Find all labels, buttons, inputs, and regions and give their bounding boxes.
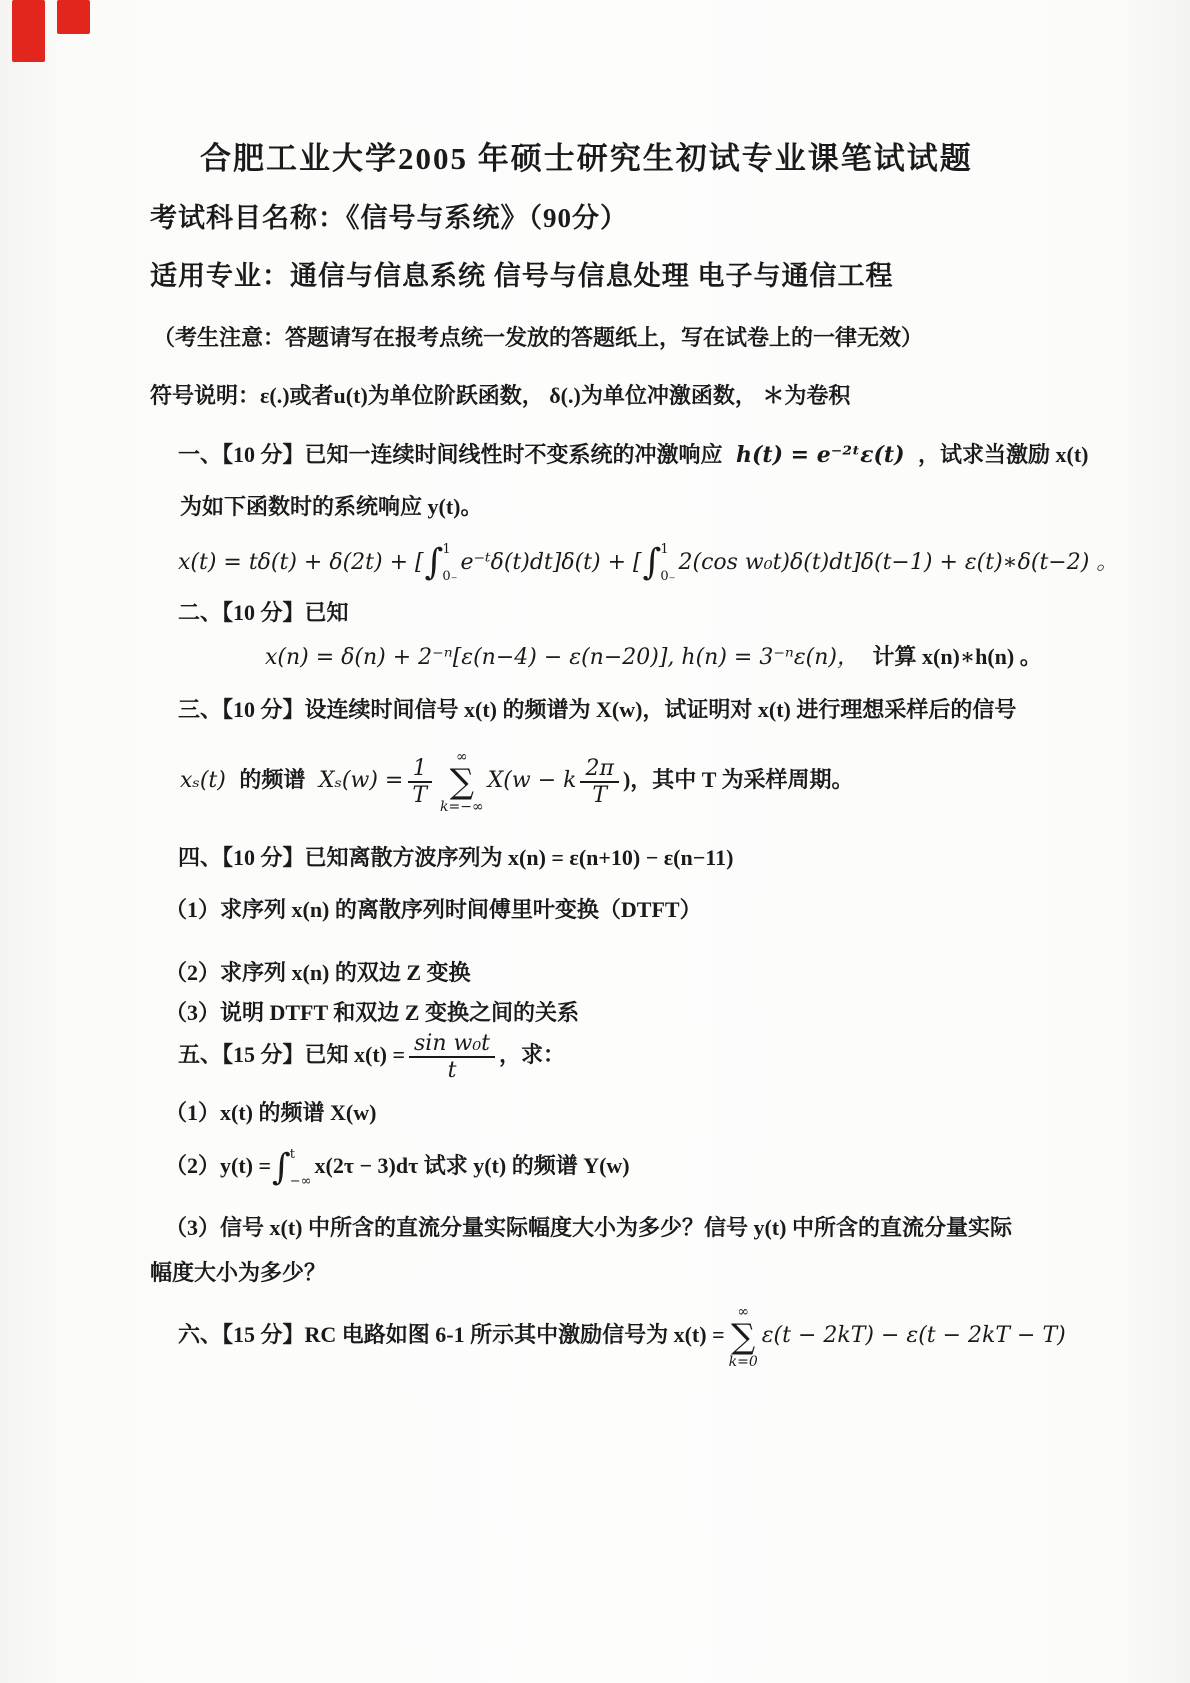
- q3-text-spectrum: 的频谱: [239, 767, 306, 793]
- integral-sign: [425, 543, 460, 583]
- summation-sign: [440, 750, 484, 814]
- majors-line: 适用专业：通信与信息系统 信号与信息处理 电子与通信工程: [150, 261, 894, 291]
- q6-formula-post: ε(t − 2kT) − ε(t − 2kT − T): [761, 1323, 1066, 1349]
- q1-text-post: ，试求当激励 x(t): [918, 442, 1089, 467]
- fraction-one-over-T: [407, 757, 432, 807]
- fraction-sinw0t-over-t: [409, 1032, 495, 1082]
- fraction-denominator: T: [412, 783, 428, 808]
- question-5-head: [178, 1032, 565, 1082]
- integral-glyph: ∫: [642, 542, 662, 583]
- fraction-denominator: t: [447, 1058, 457, 1084]
- question-2-formula: [265, 642, 1042, 673]
- candidate-notice: （考生注意：答题请写在报考点统一发放的答题纸上，写在试卷上的一律无效）: [153, 325, 924, 350]
- q3-signal-symbol: xₛ(t): [180, 768, 226, 794]
- fraction-numerator: 1: [408, 757, 432, 783]
- fraction-numerator: 2π: [580, 757, 618, 783]
- q5-item2-post: x(2τ − 3)dτ 试求 y(t) 的频谱 Y(w): [314, 1153, 630, 1179]
- exam-title: 合肥工业大学2005 年硕士研究生初试专业课笔试试题: [200, 141, 973, 176]
- q5-item2-pre: （2）y(t) =: [165, 1153, 272, 1179]
- summation-sign: [729, 1305, 758, 1369]
- question-4-item: （1）求序列 x(n) 的离散序列时间傅里叶变换（DTFT）: [165, 897, 702, 922]
- sum-glyph: ∑: [731, 1317, 756, 1357]
- question-5-item-3-line-2: 幅度大小为多少？: [150, 1260, 327, 1285]
- integral-lower-limit: −∞: [289, 1174, 312, 1189]
- q1-formula-seg3: 2(cos w₀t)δ(t)dt]δ(t−1) + ε(t)∗δ(t−2) 。: [678, 550, 1119, 575]
- sum-lower-limit: k=0: [728, 1354, 758, 1370]
- q6-text-pre: 六、【15 分】RC 电路如图 6-1 所示其中激励信号为 x(t) =: [178, 1322, 725, 1348]
- q1-formula-seg1: x(t) = tδ(t) + δ(2t) + [: [178, 550, 424, 575]
- question-4-item: （2）求序列 x(n) 的双边 Z 变换: [165, 960, 471, 985]
- fraction-2pi-over-T: [580, 757, 618, 807]
- question-1-line-2: 为如下函数时的系统响应 y(t)。: [180, 494, 483, 519]
- question-1-formula: [178, 543, 1118, 583]
- q1-text-pre: 一、【10 分】已知一连续时间线性时不变系统的冲激响应: [178, 442, 723, 467]
- integral-upper-limit: 1: [660, 542, 669, 557]
- sum-upper-limit: ∞: [456, 749, 468, 765]
- fraction-numerator: sin w₀t: [409, 1032, 495, 1058]
- q1-impulse-response-formula: h(t) = e⁻²ᵗε(t): [736, 442, 905, 468]
- subject-line: 考试科目名称：《信号与系统》（90分）: [150, 203, 628, 233]
- red-scan-mark-left: [12, 0, 45, 62]
- integral-lower-limit: 0₋: [442, 569, 458, 584]
- question-2-label: 二、【10 分】已知: [178, 600, 349, 625]
- sum-upper-limit: ∞: [737, 1304, 750, 1320]
- integral-lower-limit: 0₋: [660, 569, 676, 584]
- q3-formula-post: )，其中 T 为采样周期。: [622, 767, 854, 793]
- integral-sign: [643, 543, 678, 583]
- question-5-item-2: [165, 1148, 630, 1188]
- question-1-line-1: [178, 440, 1088, 471]
- question-4-line-1: 四、【10 分】已知离散方波序列为 x(n) = ε(n+10) − ε(n−11): [178, 845, 734, 870]
- question-3-formula: [180, 750, 854, 814]
- q2-formula-task: 计算 x(n)∗h(n) 。: [872, 644, 1042, 669]
- question-4-item: （3）说明 DTFT 和双边 Z 变换之间的关系: [165, 1000, 579, 1025]
- symbol-legend: 符号说明：ε(.)或者u(t)为单位阶跃函数， δ(.)为单位冲激函数， ＊为卷积: [150, 383, 851, 408]
- red-scan-mark-right: [57, 0, 90, 34]
- question-6-line: [178, 1305, 1066, 1369]
- fraction-denominator: T: [592, 783, 608, 808]
- q3-spectrum-symbol: Xₛ(w) =: [318, 768, 404, 794]
- integral-upper-limit: t: [289, 1147, 296, 1162]
- sum-lower-limit: k=−∞: [440, 799, 484, 815]
- integral-glyph: ∫: [272, 1147, 291, 1188]
- question-5-item-1: （1）x(t) 的频谱 X(w): [165, 1100, 377, 1125]
- sum-glyph: ∑: [449, 762, 474, 802]
- q5-head-pre: 五、【15 分】已知 x(t) =: [178, 1042, 406, 1068]
- q2-formula-math: x(n) = δ(n) + 2⁻ⁿ[ε(n−4) − ε(n−20)], h(n) = 3⁻ⁿε(n)，: [265, 645, 859, 670]
- question-5-item-3-line-1: （3）信号 x(t) 中所含的直流分量实际幅度大小为多少？信号 y(t) 中所含的直流分量实际: [165, 1215, 1012, 1240]
- q3-formula-mid: X(w − k: [487, 768, 577, 794]
- integral-upper-limit: 1: [442, 542, 451, 557]
- q1-formula-seg2: e⁻ᵗδ(t)dt]δ(t) + [: [460, 550, 642, 575]
- q5-head-post: ，求：: [499, 1042, 566, 1068]
- question-3-line-1: 三、【10 分】设连续时间信号 x(t) 的频谱为 X(w)，试证明对 x(t) 进行理想采样后的信号: [178, 697, 1017, 722]
- integral-glyph: ∫: [424, 542, 444, 583]
- integral-sign: [272, 1148, 314, 1188]
